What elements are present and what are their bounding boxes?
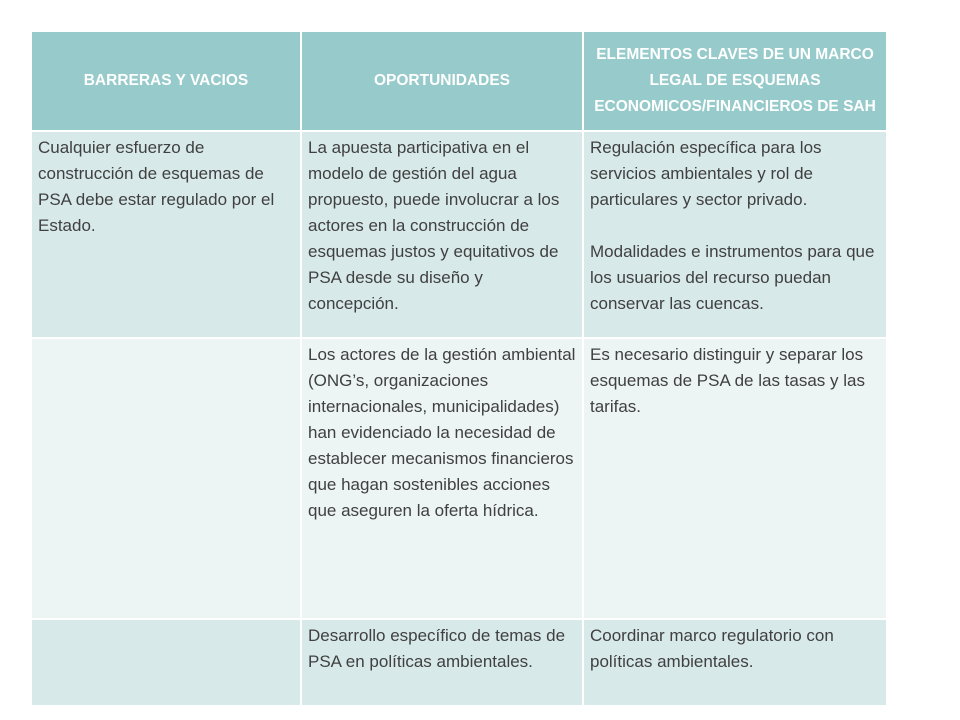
cell-paragraph: Regulación específica para los servicios ambientales y rol de particulares y sector privado. — [590, 138, 822, 209]
cell-paragraph: Coordinar marco regulatorio con políticas ambientales. — [590, 626, 834, 671]
cell-oportunidades: Desarrollo específico de temas de PSA en políticas ambientales. — [301, 619, 583, 706]
table-header-row — [31, 31, 887, 131]
cell-oportunidades: Los actores de la gestión ambiental (ONG’s, organizaciones internacionales, municipalidades) han evidenciado la necesidad de establecer mecanismos financieros que hagan sostenibles acciones que aseguren la oferta hídrica. — [301, 338, 583, 619]
table-row — [31, 131, 887, 338]
cell-elementos — [583, 338, 887, 619]
header-elementos: ELEMENTOS CLAVES DE UN MARCO LEGAL DE ESQUEMAS ECONOMICOS/FINANCIEROS DE SAH — [583, 31, 887, 131]
table-row — [31, 619, 887, 706]
cell-oportunidades: La apuesta participativa en el modelo de gestión del agua propuesto, puede involucrar a los actores en la construcción de esquemas justos y equitativos de PSA desde su diseño y concepción. — [301, 131, 583, 338]
cell-barreras — [31, 338, 301, 619]
cell-paragraph: Es necesario distinguir y separar los esquemas de PSA de las tasas y las tarifas. — [590, 345, 865, 416]
header-oportunidades: OPORTUNIDADES — [301, 31, 583, 131]
cell-paragraph: Modalidades e instrumentos para que los usuarios del recurso puedan conservar las cuencas. — [590, 242, 875, 313]
header-barreras: BARRERAS Y VACIOS — [31, 31, 301, 131]
cell-barreras: Cualquier esfuerzo de construcción de esquemas de PSA debe estar regulado por el Estado. — [31, 131, 301, 338]
cell-elementos — [583, 619, 887, 706]
cell-elementos — [583, 131, 887, 338]
psa-table — [30, 30, 888, 707]
table-row — [31, 338, 887, 619]
cell-barreras — [31, 619, 301, 706]
